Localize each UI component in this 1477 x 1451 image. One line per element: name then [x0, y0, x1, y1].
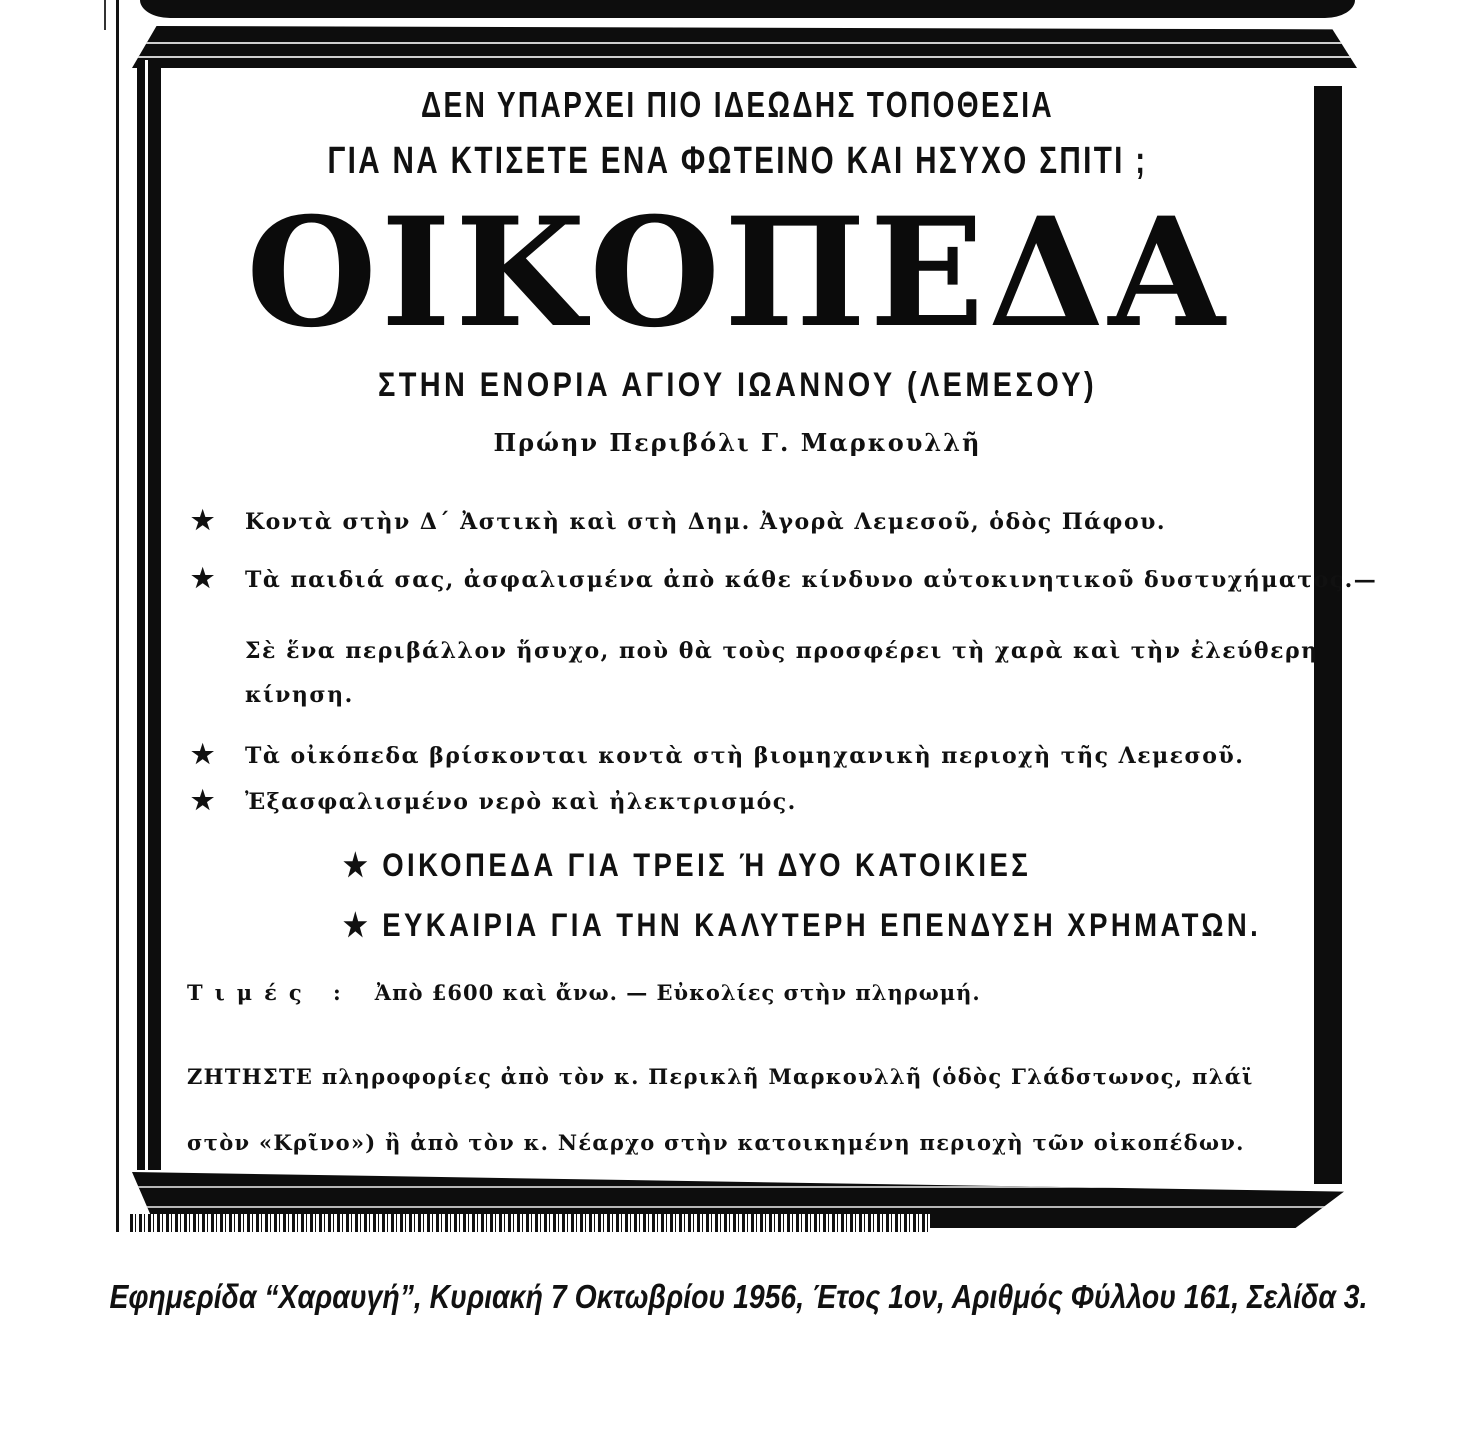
- contact-line-2: στὸν «Κρῖνο») ἢ ἀπὸ τὸν κ. Νέαρχο στὴν κατοικημένη περιοχὴ τῶν οἰκοπέδων.: [187, 1130, 1245, 1155]
- bullet-continuation: Σὲ ἕνα περιβάλλον ἥσυχο, ποὺ θὰ τοὺς προσφέρει τὴ χαρὰ καὶ τὴν ἐλεύθερη: [245, 638, 1319, 664]
- headline-line-1: ΔΕΝ ΥΠΑΡΧΕΙ ΠΙΟ ΙΔΕΩΔΗΣ ΤΟΠΟΘΕΣΙΑ: [421, 84, 1054, 125]
- bullet-text: Ἐξασφαλισμένο νερὸ καὶ ἠλεκτρισμός.: [245, 789, 797, 815]
- source-caption: Εφημερίδα “Χαραυγή”, Κυριακή 7 Οκτωβρίου 1956, Έτος 1ον, Αριθμός Φύλλου 161, Σελίδα 3.: [109, 1278, 1368, 1315]
- column-rule: [116, 0, 119, 1232]
- bullet-item: [191, 786, 797, 816]
- prices-text: Ἀπὸ £600 καὶ ἄνω. — Εὐκολίες στὴν πληρωμή.: [374, 980, 981, 1005]
- ad-top-border: [132, 26, 1357, 68]
- bullet-text: Τὰ παιδιά σας, ἀσφαλισμένα ἀπὸ κάθε κίνδυνο αὐτοκινητικοῦ δυστυχήματος.—: [245, 567, 1378, 593]
- bullet-continuation: κίνηση.: [245, 682, 354, 708]
- top-border-band: [140, 0, 1355, 18]
- contact-line-1: ΖΗΤΗΣΤΕ πληροφορίες ἀπὸ τὸν κ. Περικλῆ Μαρκουλλῆ (ὁδὸς Γλάδστωνος, πλάϊ: [187, 1064, 1254, 1089]
- star-icon: ★: [191, 506, 216, 536]
- highlight-line: ★ ΟΙΚΟΠΕΔΑ ΓΙΑ ΤΡΕΙΣ Ή ΔΥΟ ΚΑΤΟΙΚΙΕΣ: [343, 847, 1032, 883]
- advertisement-body: [165, 70, 1378, 1170]
- bullet-item: [191, 740, 1244, 770]
- star-icon: ★: [191, 740, 216, 770]
- star-icon: ★: [191, 786, 216, 816]
- star-icon: ★: [191, 564, 216, 594]
- ad-right-border: [1314, 86, 1342, 1184]
- column-rule-fragment: [104, 0, 106, 30]
- highlight-line: ★ ΕΥΚΑΙΡΙΑ ΓΙΑ ΤΗΝ ΚΑΛΥΤΕΡΗ ΕΠΕΝΔΥΣΗ ΧΡΗΜΑΤΩΝ.: [343, 907, 1262, 943]
- prices-label: Τιμές :: [187, 980, 353, 1005]
- bullet-text: Τὰ οἰκόπεδα βρίσκονται κοντὰ στὴ βιομηχανικὴ περιοχὴ τῆς Λεμεσοῦ.: [245, 743, 1245, 769]
- location-line: ΣΤΗΝ ΕΝΟΡΙΑ ΑΓΙΟΥ ΙΩΑΝΝΟΥ (ΛΕΜΕΣΟΥ): [377, 366, 1098, 404]
- ad-left-border: [137, 60, 161, 1170]
- bullet-item: [191, 564, 1377, 594]
- headline-line-2: ΓΙΑ ΝΑ ΚΤΙΣΕΤΕ ΕΝΑ ΦΩΤΕΙΝΟ ΚΑΙ ΗΣΥΧΟ ΣΠΙΤΙ ;: [327, 140, 1148, 182]
- bullet-item: [191, 506, 1166, 536]
- ad-title: ΟΙΚΟΠΕΔΑ: [246, 185, 1229, 361]
- bullet-text: Κοντὰ στὴν Δ΄ Ἀστικὴ καὶ στὴ Δημ. Ἀγορὰ Λεμεσοῦ, ὁδὸς Πάφου.: [245, 509, 1167, 535]
- former-name-line: Πρώην Περιβόλι Γ. Μαρκουλλῆ: [493, 428, 982, 457]
- prices-line: [187, 980, 981, 1005]
- rule-pattern: [130, 1214, 930, 1232]
